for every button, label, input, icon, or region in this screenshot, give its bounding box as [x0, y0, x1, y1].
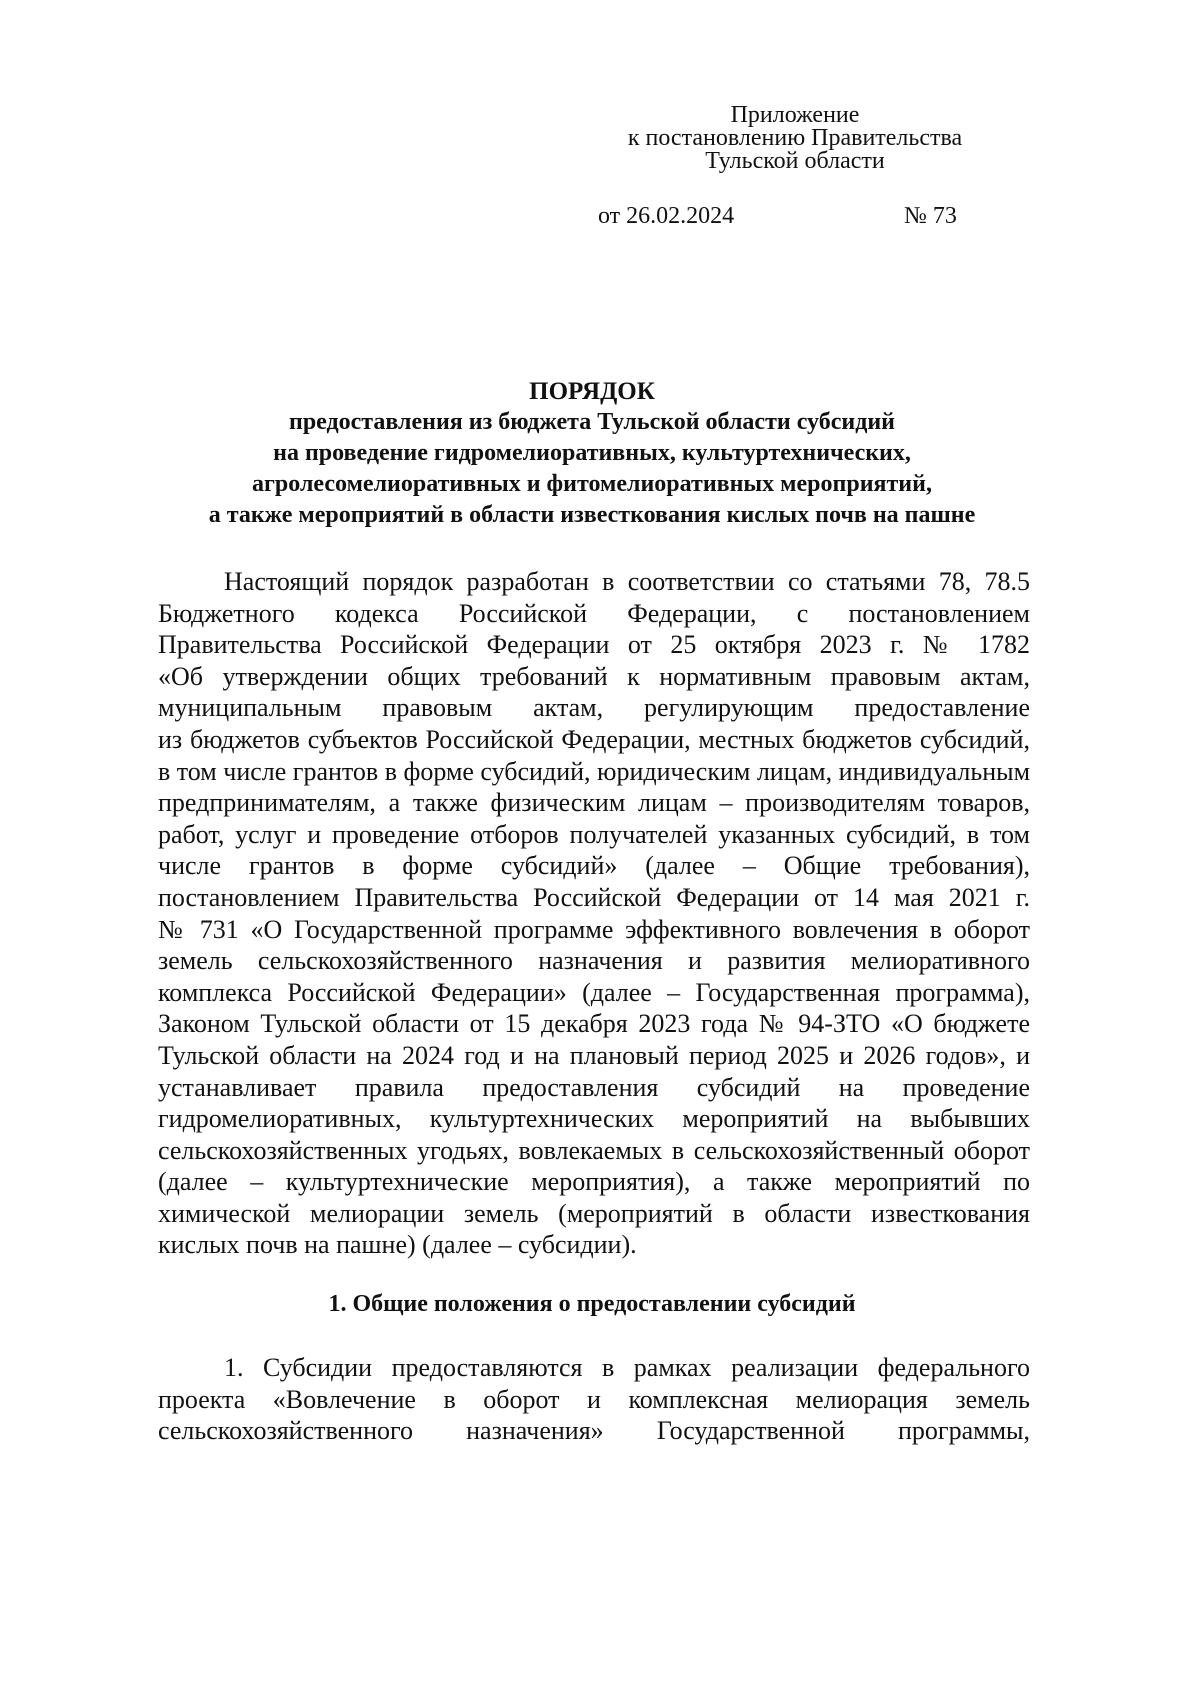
- paragraph-line: Настоящий порядок разработан в соответствии со статьями 78, 78.5: [224, 567, 1030, 596]
- paragraph-line: числе грантов в форме субсидий» (далее – Общие требования),: [158, 851, 1030, 881]
- paragraph-line: гидромелиоративных, культуртехнических мероприятий на выбывших: [158, 1104, 1030, 1134]
- title-main: ПОРЯДОК: [529, 378, 655, 405]
- paragraph-line: Законом Тульской области от 15 декабря 2023 года № 94-ЗТО «О бюджете: [158, 1009, 1030, 1039]
- document-title: [150, 376, 1034, 531]
- paragraph-line: № 731 «О Государственной программе эффективного вовлечения в оборот: [158, 914, 1030, 944]
- title-line: а также мероприятий в области известкования кислых почв на пашне: [208, 502, 976, 528]
- paragraph-line: комплекса Российской Федерации» (далее – Государственная программа),: [158, 977, 1030, 1007]
- paragraph-line: предпринимателям, а также физическим лицам – производителям товаров,: [158, 788, 1030, 818]
- paragraph-line: работ, услуг и проведение отборов получателей указанных субсидий, в том: [158, 819, 1030, 849]
- section-heading: 1. Общие положения о предоставлении субсидий: [328, 1291, 856, 1317]
- title-line: агролесомелиоративных и фитомелиоративных мероприятий,: [252, 471, 932, 497]
- intro-paragraph: [158, 566, 1030, 1261]
- paragraph-line: 1. Субсидии предоставляются в рамках реализации федерального: [224, 1353, 1030, 1382]
- paragraph-line: постановлением Правительства Российской Федерации от 14 мая 2021 г.: [158, 882, 1030, 912]
- paragraph-line: Правительства Российской Федерации от 25 октября 2023 г. № 1782: [158, 630, 1030, 660]
- paragraph-line: кислых почв на пашне) (далее – субсидии).: [158, 1230, 637, 1260]
- section1-paragraph: [158, 1352, 1030, 1447]
- title-line: на проведение гидромелиоративных, культуртехнических,: [273, 440, 911, 466]
- paragraph-line: проекта «Вовлечение в оборот и комплексная мелиорация земель: [158, 1384, 1030, 1414]
- appendix-region: Тульской области: [705, 148, 885, 174]
- paragraph-line: Тульской области на 2024 год и на плановый период 2025 и 2026 годов», и: [158, 1040, 1030, 1070]
- document-date: от 26.02.2024: [598, 203, 735, 229]
- paragraph-line: сельскохозяйственного назначения» Государственной программы,: [158, 1416, 1030, 1446]
- paragraph-line: в том числе грантов в форме субсидий, юридическим лицам, индивидуальным: [158, 756, 1031, 786]
- paragraph-line: земель сельскохозяйственного назначения и развития мелиоративного: [158, 946, 1030, 976]
- paragraph-line: муниципальным правовым актам, регулирующим предоставление: [158, 693, 1030, 723]
- paragraph-line: химической мелиорации земель (мероприятий в области известкования: [158, 1198, 1030, 1228]
- appendix-resolution: к постановлению Правительства: [627, 125, 963, 151]
- appendix-header: [560, 104, 1030, 173]
- paragraph-line: Бюджетного кодекса Российской Федерации, с постановлением: [158, 598, 1030, 628]
- paragraph-line: устанавливает правила предоставления субсидий на проведение: [158, 1072, 1030, 1102]
- appendix-label: Приложение: [730, 102, 860, 128]
- title-line: предоставления из бюджета Тульской области субсидий: [289, 409, 895, 435]
- paragraph-line: (далее – культуртехнические мероприятия), а также мероприятий по: [158, 1167, 1030, 1197]
- paragraph-line: из бюджетов субъектов Российской Федерации, местных бюджетов субсидий,: [158, 724, 1030, 754]
- document-number: № 73: [904, 203, 957, 229]
- paragraph-line: сельскохозяйственных угодьях, вовлекаемых в сельскохозяйственный оборот: [158, 1135, 1030, 1165]
- paragraph-line: «Об утверждении общих требований к нормативным правовым актам,: [158, 661, 1030, 691]
